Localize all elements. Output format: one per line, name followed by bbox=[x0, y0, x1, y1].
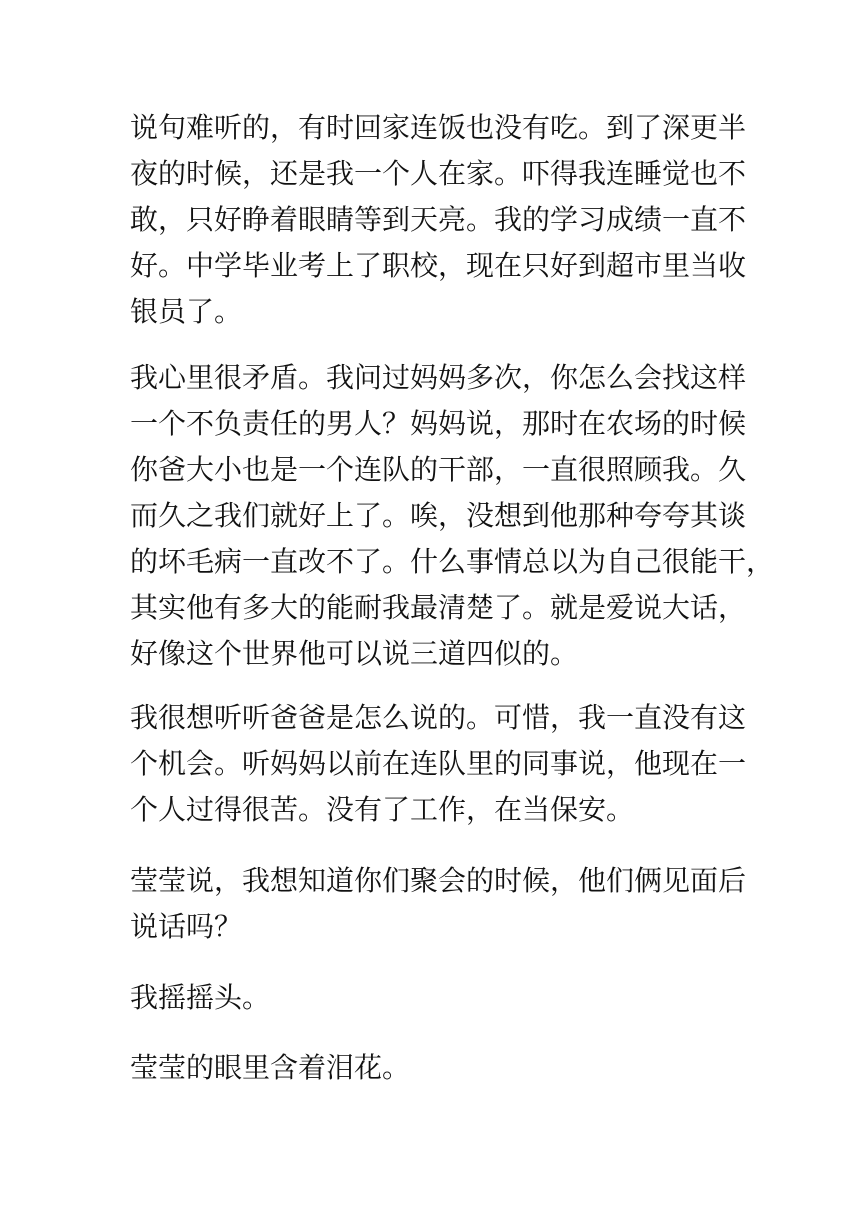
paragraph-line: 好。中学毕业考上了职校，现在只好到超市里当收 bbox=[130, 249, 747, 282]
paragraph-3 bbox=[130, 695, 747, 833]
paragraph-line: 夜的时候，还是我一个人在家。吓得我连睡觉也不 bbox=[130, 157, 747, 190]
paragraph-line: 莹莹的眼里含着泪花。 bbox=[130, 1051, 411, 1084]
paragraph-2 bbox=[130, 355, 775, 677]
paragraph-line: 好像这个世界他可以说三道四似的。 bbox=[130, 637, 579, 670]
paragraph-5 bbox=[130, 975, 730, 1021]
paragraph-line: 你爸大小也是一个连队的干部，一直很照顾我。久 bbox=[130, 453, 747, 486]
paragraph-line: 个人过得很苦。没有了工作，在当保安。 bbox=[130, 793, 635, 826]
paragraph-6 bbox=[130, 1045, 730, 1091]
paragraph-line: 银员了。 bbox=[130, 295, 243, 328]
paragraph-line: 我摇摇头。 bbox=[130, 981, 271, 1014]
paragraph-line: 的坏毛病一直改不了。什么事情总以为自己很能干， bbox=[130, 545, 775, 578]
paragraph-line: 个机会。听妈妈以前在连队里的同事说，他现在一 bbox=[130, 747, 747, 780]
paragraph-line: 说话吗？ bbox=[130, 910, 243, 943]
paragraph-line: 莹莹说，我想知道你们聚会的时候，他们俩见面后 bbox=[130, 864, 747, 897]
paragraph-line: 一个不负责任的男人？妈妈说，那时在农场的时候 bbox=[130, 407, 747, 440]
paragraph-line: 我很想听听爸爸是怎么说的。可惜，我一直没有这 bbox=[130, 701, 747, 734]
paragraph-line: 敢，只好睁着眼睛等到天亮。我的学习成绩一直不 bbox=[130, 203, 747, 236]
paragraph-1 bbox=[130, 105, 747, 335]
paragraph-line: 而久之我们就好上了。唉，没想到他那种夸夸其谈 bbox=[130, 499, 747, 532]
paragraph-4 bbox=[130, 858, 747, 950]
paragraph-line: 我心里很矛盾。我问过妈妈多次，你怎么会找这样 bbox=[130, 361, 747, 394]
paragraph-line: 说句难听的，有时回家连饭也没有吃。到了深更半 bbox=[130, 111, 747, 144]
paragraph-line: 其实他有多大的能耐我最清楚了。就是爱说大话， bbox=[130, 591, 747, 624]
